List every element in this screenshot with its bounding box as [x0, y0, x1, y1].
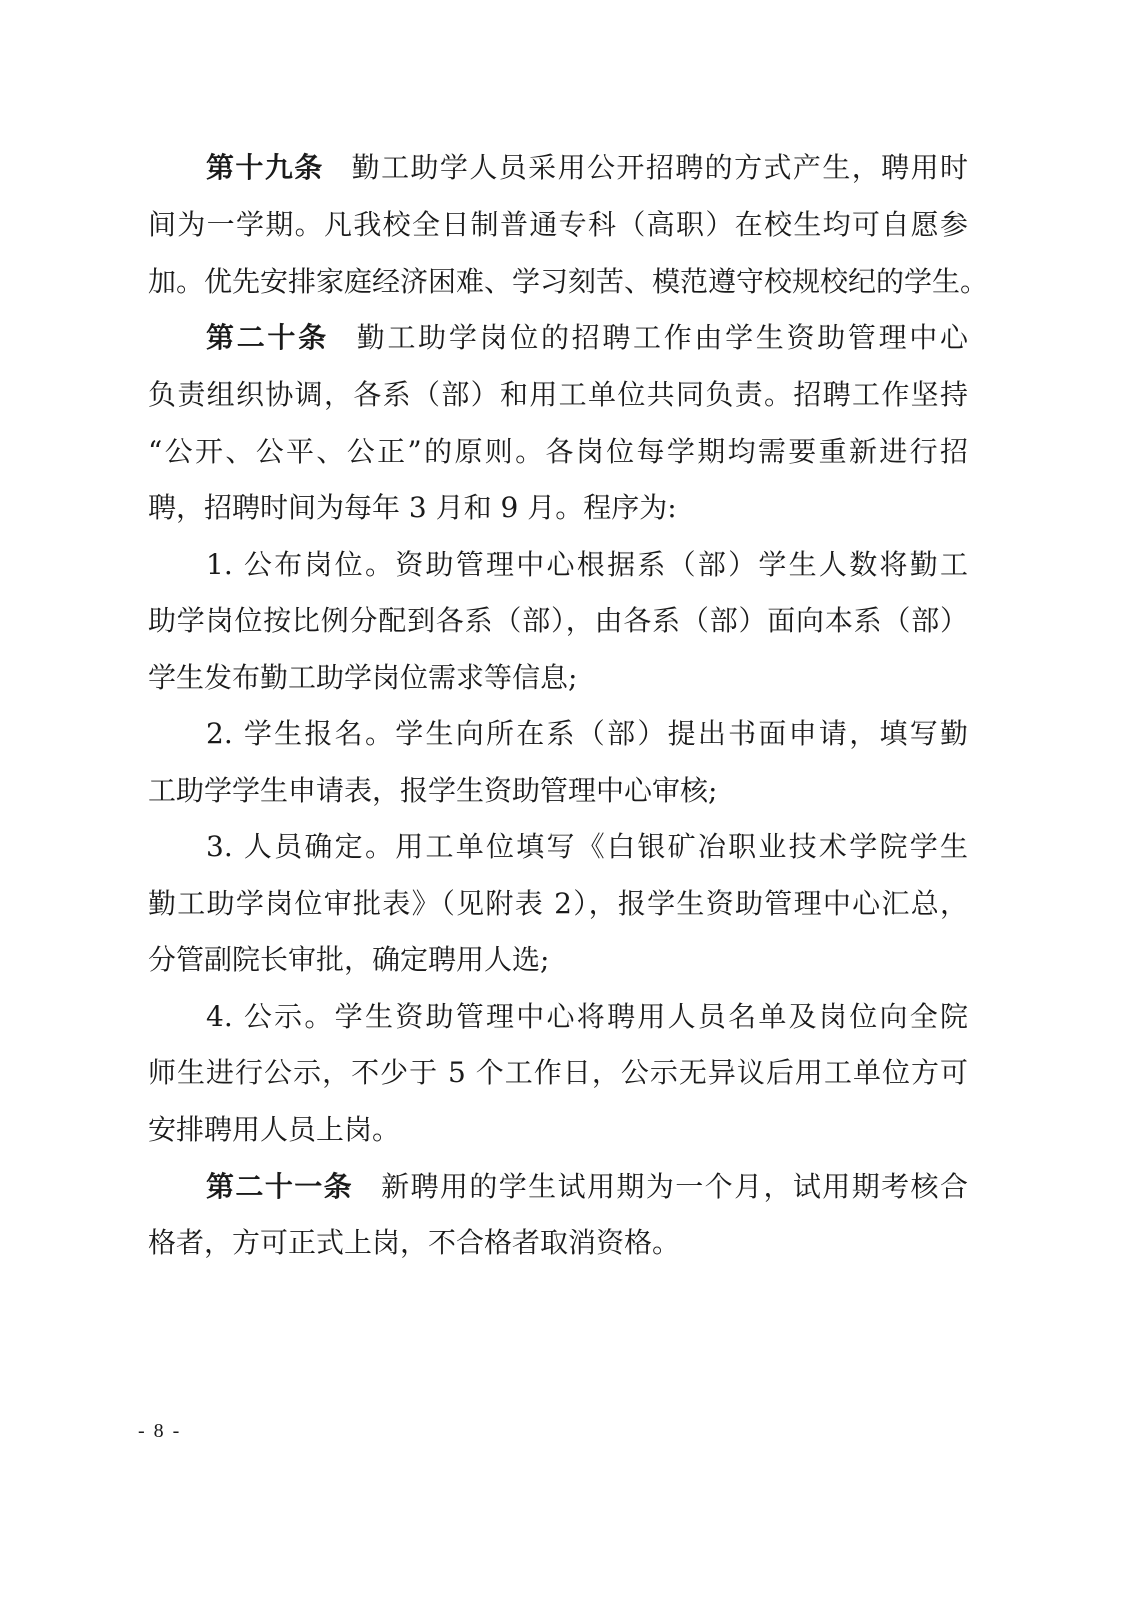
- article-20-text: 勤工助学岗位的招聘工作由学生资助管理中心: [356, 321, 968, 354]
- article-21-line-2: 格者，方可正式上岗，不合格者取消资格。: [148, 1226, 681, 1259]
- article-19-line-1: [206, 148, 968, 188]
- item-4-line-3: 安排聘用人员上岗。: [148, 1113, 401, 1146]
- item-3-line-1: 3. 人员确定。用工单位填写《白银矿冶职业技术学院学生: [206, 830, 968, 863]
- item-1-line-2: 助学岗位按比例分配到各系（部），由各系（部）面向本系（部）: [148, 604, 968, 637]
- item-3-line-2: 勤工助学岗位审批表》（见附表 2），报学生资助管理中心汇总，: [148, 887, 968, 920]
- article-19-text: 勤工助学人员采用公开招聘的方式产生，聘用时: [351, 151, 968, 184]
- article-20-heading: 第二十条: [206, 321, 329, 354]
- item-2-line-1: 2. 学生报名。学生向所在系（部）提出书面申请，填写勤: [206, 717, 968, 750]
- item-2-line-2: 工助学学生申请表，报学生资助管理中心审核;: [148, 774, 718, 807]
- item-3-line-3: 分管副院长审批，确定聘用人选;: [148, 943, 550, 976]
- article-20-line-4: 聘，招聘时间为每年 3 月和 9 月。程序为:: [148, 491, 677, 524]
- item-4-line-1: 4. 公示。学生资助管理中心将聘用人员名单及岗位向全院: [206, 1000, 968, 1033]
- article-20-line-1: [206, 318, 968, 358]
- item-1-line-3: 学生发布勤工助学岗位需求等信息;: [148, 661, 578, 694]
- article-21-line-1: [206, 1167, 968, 1207]
- article-19-heading: 第十九条: [206, 151, 324, 184]
- item-1-line-1: 1. 公布岗位。资助管理中心根据系（部）学生人数将勤工: [206, 548, 968, 581]
- article-20-line-3: “公开、公平、公正”的原则。各岗位每学期均需要重新进行招: [148, 435, 968, 468]
- article-21-heading: 第二十一条: [206, 1170, 354, 1203]
- page-number: - 8 -: [138, 1420, 182, 1442]
- item-4-line-2: 师生进行公示，不少于 5 个工作日，公示无异议后用工单位方可: [148, 1056, 968, 1089]
- article-21-text: 新聘用的学生试用期为一个月，试用期考核合: [381, 1170, 968, 1203]
- article-19-line-2: 间为一学期。凡我校全日制普通专科（高职）在校生均可自愿参: [148, 208, 968, 241]
- article-20-line-2: 负责组织协调，各系（部）和用工单位共同负责。招聘工作坚持: [148, 378, 968, 411]
- article-19-line-3: 加。优先安排家庭经济困难、学习刻苦、模范遵守校规校纪的学生。: [148, 265, 989, 298]
